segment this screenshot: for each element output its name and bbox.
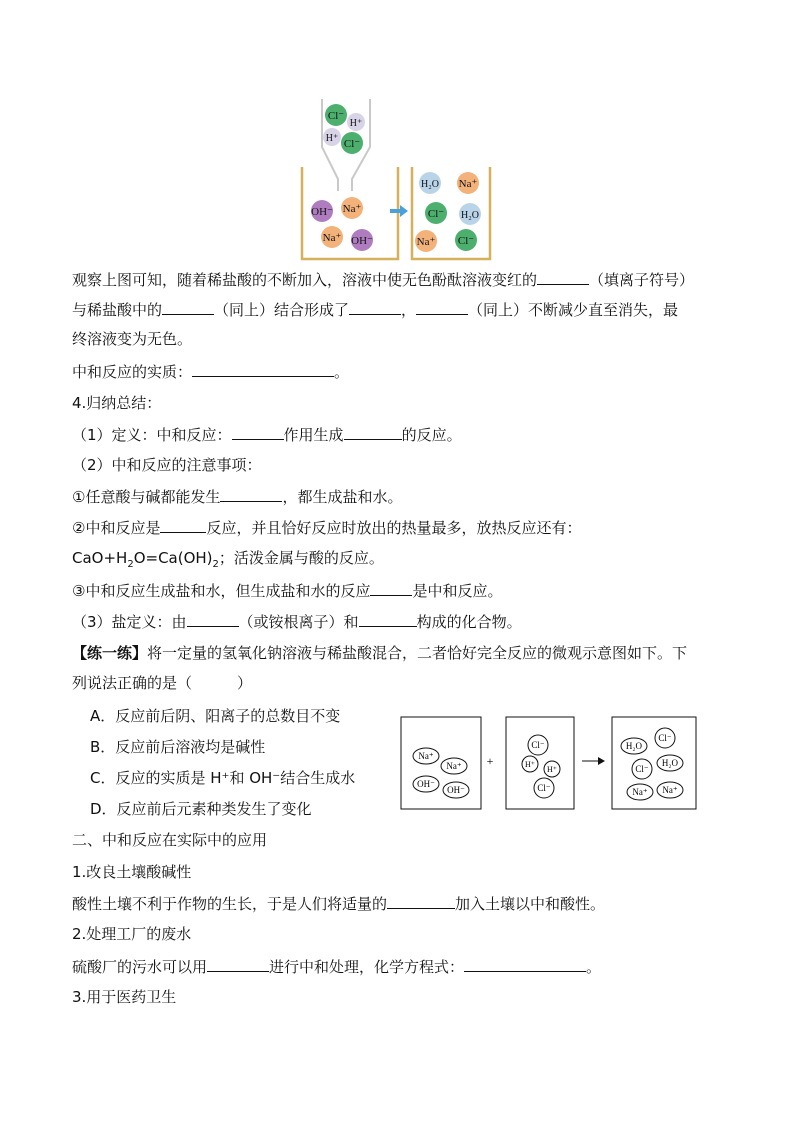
para1-line2 xyxy=(72,299,678,320)
box2-ion xyxy=(544,761,560,777)
app2-title: 2.处理工厂的废水 xyxy=(72,925,192,943)
reaction-arrow-icon xyxy=(598,757,605,765)
svg-text:Cl⁻: Cl⁻ xyxy=(427,208,445,220)
app3-title: 3.用于医药卫生 xyxy=(72,988,177,1006)
svg-text:H⁺: H⁺ xyxy=(525,760,535,769)
essence-end: 。 xyxy=(334,363,350,381)
summary-title: 4.归纳总结： xyxy=(72,394,162,412)
app2-text: 进行中和处理，化学方程式： xyxy=(269,958,465,976)
note-text: ，都生成盐和水。 xyxy=(282,488,403,506)
equation-text: ；活泼金属与酸的反应。 xyxy=(218,549,384,567)
note3-line xyxy=(72,580,502,601)
svg-text:Na⁺: Na⁺ xyxy=(458,178,478,190)
svg-text:Cl⁻: Cl⁻ xyxy=(658,733,672,743)
svg-text:OH⁻: OH⁻ xyxy=(311,206,333,218)
para1-text: （填离子符号） xyxy=(589,271,695,289)
box3-particle xyxy=(632,759,652,779)
app1-text: 酸性土壤不利于作物的生长，于是人们将适量的 xyxy=(72,895,388,913)
answer-blank[interactable] xyxy=(187,611,239,627)
beaker-after-ion xyxy=(425,202,447,224)
box1-ion xyxy=(443,782,469,798)
answer-blank[interactable] xyxy=(162,299,214,315)
equation-subscript: 2 xyxy=(212,559,219,570)
reaction-box-diagram xyxy=(398,714,702,812)
salt-def-text: （3）盐定义：由 xyxy=(72,613,187,631)
app2-text: 硫酸厂的污水可以用 xyxy=(72,958,208,976)
answer-blank[interactable] xyxy=(349,299,401,315)
essence-label: 中和反应的实质： xyxy=(72,363,193,381)
notes-title: （2）中和反应的注意事项： xyxy=(72,456,262,474)
note-text: 反应，并且恰好反应时放出的热量最多，放热反应还有： xyxy=(206,519,582,537)
definition-line xyxy=(72,424,462,445)
plus-sign: + xyxy=(486,754,494,768)
svg-text:OH⁻: OH⁻ xyxy=(447,785,465,795)
answer-blank[interactable] xyxy=(537,269,589,285)
answer-blank[interactable] xyxy=(220,486,282,502)
svg-text:Cl⁻: Cl⁻ xyxy=(537,783,551,793)
svg-text:H⁺: H⁺ xyxy=(349,118,363,129)
para1-text: （同上）结合形成了 xyxy=(214,301,350,319)
answer-blank[interactable] xyxy=(207,956,269,972)
option-b[interactable]: B．反应前后溶液均是碱性 xyxy=(90,738,266,756)
box1-ion xyxy=(441,758,467,774)
box3-particle xyxy=(621,738,647,754)
section2-title: 二、中和反应在实际中的应用 xyxy=(72,831,268,849)
svg-text:H₂O: H₂O xyxy=(421,179,439,190)
svg-text:Cl⁻: Cl⁻ xyxy=(531,740,545,750)
beaker-before-ion xyxy=(321,226,343,248)
note2-line xyxy=(72,517,581,538)
practice-text: 将一定量的氢氧化钠溶液与稀盐酸混合，二者恰好完全反应的微观示意图如下。下 xyxy=(147,644,688,662)
option-d[interactable]: D．反应前后元素种类发生了变化 xyxy=(90,800,312,818)
salt-def-text: （或铵根离子）和 xyxy=(238,613,359,631)
answer-blank[interactable] xyxy=(464,956,586,972)
app2-text: 。 xyxy=(586,958,602,976)
note-text: ①任意酸与碱都能发生 xyxy=(72,488,221,506)
para1-text: 观察上图可知，随着稀盐酸的不断加入，溶液中使无色酚酞溶液变红的 xyxy=(72,271,538,289)
beaker-after-ion xyxy=(457,172,479,194)
svg-text:H₂O: H₂O xyxy=(461,210,479,221)
svg-text:Na⁺: Na⁺ xyxy=(662,785,678,795)
box2-ion xyxy=(522,756,538,772)
box3-particle xyxy=(657,755,683,771)
dropper-ion xyxy=(347,113,365,131)
svg-text:Cl⁻: Cl⁻ xyxy=(457,235,475,247)
answer-blank[interactable] xyxy=(232,424,284,440)
para1-text: （同上）不断减少直至消失，最 xyxy=(468,301,679,319)
app1-line xyxy=(72,893,605,914)
box3-particle xyxy=(627,784,653,800)
equation-subscript: 2 xyxy=(127,559,134,570)
option-a[interactable]: A．反应前后阴、阳离子的总数目不变 xyxy=(90,707,341,725)
note-text: 是中和反应。 xyxy=(412,582,503,600)
box2-ion xyxy=(534,778,554,798)
note1-line xyxy=(72,486,402,507)
para1-text: ， xyxy=(401,301,417,319)
svg-text:Na⁺: Na⁺ xyxy=(416,236,436,248)
definition-text: （1）定义：中和反应： xyxy=(72,426,232,444)
beaker-after-molecule xyxy=(459,203,481,225)
svg-text:H₂O: H₂O xyxy=(661,758,679,768)
box3-particle xyxy=(657,782,683,798)
svg-text:H₂O: H₂O xyxy=(625,741,643,751)
definition-text: 的反应。 xyxy=(401,426,462,444)
svg-text:H⁺: H⁺ xyxy=(547,765,557,774)
answer-blank[interactable] xyxy=(160,517,206,533)
definition-text: 作用生成 xyxy=(283,426,344,444)
svg-text:Cl⁻: Cl⁻ xyxy=(343,138,361,150)
app1-title: 1.改良土壤酸碱性 xyxy=(72,863,192,881)
svg-text:Na⁺: Na⁺ xyxy=(446,761,462,771)
answer-blank[interactable] xyxy=(387,893,455,909)
svg-text:H⁺: H⁺ xyxy=(325,133,339,144)
box1-ion xyxy=(413,748,439,764)
neutralization-diagram xyxy=(290,95,510,265)
svg-text:OH⁻: OH⁻ xyxy=(351,235,373,247)
beaker-after-ion xyxy=(415,230,437,252)
essence-line xyxy=(72,361,349,382)
note2-equation xyxy=(72,548,384,575)
practice-line2: 列说法正确的是（ ） xyxy=(72,674,253,692)
svg-text:Na⁺: Na⁺ xyxy=(342,203,362,215)
practice-tag: 【练一练】 xyxy=(72,644,148,662)
answer-blank[interactable] xyxy=(370,580,412,596)
app2-line xyxy=(72,956,601,977)
dropper-ion xyxy=(325,104,347,126)
dropper-ion xyxy=(341,132,363,154)
para1-line3: 终溶液变为无色。 xyxy=(72,330,193,348)
svg-text:Cl⁻: Cl⁻ xyxy=(327,110,345,122)
beaker-after-ion xyxy=(455,229,477,251)
beaker-before-ion xyxy=(351,229,373,251)
equation-text: O=Ca(OH) xyxy=(133,549,213,567)
option-c[interactable]: C．反应的实质是 H⁺和 OH⁻结合生成水 xyxy=(90,769,356,787)
note-text: ③中和反应生成盐和水，但生成盐和水的反应 xyxy=(72,582,371,600)
para1-line1 xyxy=(72,269,694,290)
answer-blank[interactable] xyxy=(344,424,402,440)
para1-text: 与稀盐酸中的 xyxy=(72,301,163,319)
practice-line1 xyxy=(72,643,687,663)
beaker-before-ion xyxy=(311,200,333,222)
svg-text:Na⁺: Na⁺ xyxy=(632,787,648,797)
svg-text:Na⁺: Na⁺ xyxy=(322,232,342,244)
salt-definition-line xyxy=(72,611,522,632)
svg-text:Na⁺: Na⁺ xyxy=(418,751,434,761)
answer-blank[interactable] xyxy=(192,361,334,377)
answer-blank[interactable] xyxy=(416,299,468,315)
beaker-before-ion xyxy=(341,197,363,219)
dropper-ion xyxy=(323,128,341,146)
salt-def-text: 构成的化合物。 xyxy=(416,613,522,631)
svg-text:OH⁻: OH⁻ xyxy=(417,779,435,789)
beaker-after-molecule xyxy=(419,172,441,194)
equation-text: CaO+H xyxy=(72,549,128,567)
box3-particle xyxy=(655,728,675,748)
note-text: ②中和反应是 xyxy=(72,519,161,537)
box2-ion xyxy=(528,735,548,755)
svg-text:Cl⁻: Cl⁻ xyxy=(635,764,649,774)
app1-text: 加入土壤以中和酸性。 xyxy=(455,895,606,913)
box1-ion xyxy=(413,776,439,792)
answer-blank[interactable] xyxy=(359,611,417,627)
